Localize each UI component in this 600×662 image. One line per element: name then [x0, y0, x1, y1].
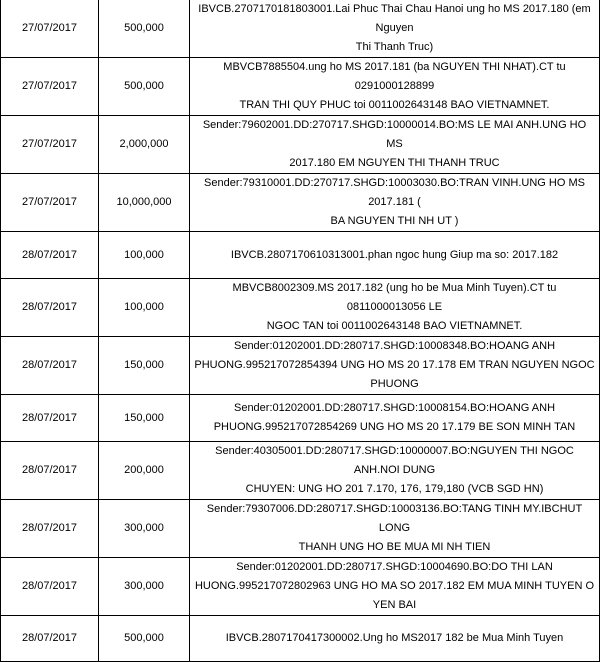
date-cell: 27/07/2017 — [1, 116, 99, 174]
description-line: THANH UNG HO BE MUA MI NH TIEN — [298, 541, 491, 553]
date-cell: 28/07/2017 — [1, 395, 99, 442]
description-cell — [190, 58, 600, 116]
date-cell: 27/07/2017 — [1, 58, 99, 116]
amount-cell: 200,000 — [99, 442, 190, 500]
description-line: Sender:01202001.DD:280717.SHGD:10004690.BO:DO THI LAN — [236, 561, 553, 573]
description-line: Sender:79310001.DD:270717.SHGD:10003030.BO:TRAN VINH.UNG HO MS 2017.181 ( — [204, 177, 585, 208]
table-row — [1, 0, 600, 58]
description-line: Sender:79602001.DD:270717.SHGD:10000014.BO:MS LE MAI ANH.UNG HO MS — [202, 119, 587, 150]
table-row — [1, 232, 600, 279]
description-line: PHUONG.995217072854269 UNG HO MS 20 17.179 BE SON MINH TAN — [213, 421, 576, 433]
description-line: HUONG.995217072802963 UNG HO MA SO 2017.182 EM MUA MINH TUYEN O YEN BAI — [194, 580, 595, 611]
table-row — [1, 174, 600, 232]
table-row — [1, 116, 600, 174]
description-line: MBVCB8002309.MS 2017.182 (ung ho be Mua Minh Tuyen).CT tu 0811000013056 LE — [232, 282, 557, 313]
table-row — [1, 279, 600, 337]
table-row — [1, 558, 600, 616]
description-line: Sender:40305001.DD:280717.SHGD:10000007.BO:NGUYEN THI NGOC ANH.NOI DUNG — [215, 445, 574, 476]
description-line: Sender:79307006.DD:280717.SHGD:10003136.BO:TANG TINH MY.IBCHUT LONG — [206, 503, 583, 534]
date-cell: 28/07/2017 — [1, 442, 99, 500]
description-line: PHUONG.995217072854394 UNG HO MS 20 17.178 EM TRAN NGUYEN NGOC PHUONG — [194, 359, 595, 390]
date-cell: 27/07/2017 — [1, 0, 99, 58]
date-cell: 28/07/2017 — [1, 279, 99, 337]
table-row — [1, 395, 600, 442]
date-cell: 28/07/2017 — [1, 500, 99, 558]
description-line: MBVCB7885504.ung ho MS 2017.181 (ba NGUYEN THI NHAT).CT tu 0291000128899 — [223, 61, 566, 92]
date-cell: 28/07/2017 — [1, 232, 99, 279]
date-cell: 28/07/2017 — [1, 337, 99, 395]
description-line: Thi Thanh Truc) — [355, 41, 434, 53]
description-cell — [190, 395, 600, 442]
table-row — [1, 337, 600, 395]
description-cell — [190, 174, 600, 232]
description-line: BA NGUYEN THI NH UT ) — [330, 215, 459, 227]
amount-cell: 10,000,000 — [99, 174, 190, 232]
description-cell — [190, 500, 600, 558]
amount-cell: 500,000 — [99, 616, 190, 662]
description-line: IBVCB.2707170181803001.Lai Phuc Thai Chau Hanoi ung ho MS 2017.180 (em Nguyen — [198, 3, 591, 34]
description-cell — [190, 337, 600, 395]
table-row — [1, 616, 600, 662]
description-cell — [190, 279, 600, 337]
table-row — [1, 500, 600, 558]
description-line: Sender:01202001.DD:280717.SHGD:10008154.BO:HOANG ANH — [233, 402, 556, 414]
description-cell — [190, 232, 600, 279]
description-cell — [190, 558, 600, 616]
description-cell — [190, 0, 600, 58]
amount-cell: 500,000 — [99, 0, 190, 58]
amount-cell: 300,000 — [99, 500, 190, 558]
description-cell — [190, 616, 600, 662]
description-line: IBVCB.2807170610313001.phan ngoc hung Giup ma so: 2017.182 — [230, 248, 559, 261]
description-line: NGOC TAN toi 0011002643148 BAO VIETNAMNET. — [266, 320, 523, 332]
description-line: CHUYEN: UNG HO 201 7.170, 176, 179,180 (VCB SGD HN) — [245, 483, 544, 495]
amount-cell: 100,000 — [99, 279, 190, 337]
amount-cell: 150,000 — [99, 395, 190, 442]
description-cell — [190, 442, 600, 500]
amount-cell: 500,000 — [99, 58, 190, 116]
description-line: 2017.180 EM NGUYEN THI THANH TRUC — [289, 157, 500, 169]
amount-cell: 100,000 — [99, 232, 190, 279]
description-line: TRAN THI QUY PHUC toi 0011002643148 BAO VIETNAMNET. — [239, 99, 550, 111]
date-cell: 27/07/2017 — [1, 174, 99, 232]
date-cell: 28/07/2017 — [1, 616, 99, 662]
description-cell — [190, 116, 600, 174]
date-cell: 28/07/2017 — [1, 558, 99, 616]
amount-cell: 300,000 — [99, 558, 190, 616]
amount-cell: 150,000 — [99, 337, 190, 395]
amount-cell: 2,000,000 — [99, 116, 190, 174]
table-row — [1, 442, 600, 500]
donation-table-body — [1, 0, 600, 662]
description-line: IBVCB.2807170417300002.Ung ho MS2017 182 be Mua Minh Tuyen — [225, 632, 564, 644]
description-line: Sender:01202001.DD:280717.SHGD:10008348.BO:HOANG ANH — [233, 340, 556, 352]
table-row — [1, 58, 600, 116]
